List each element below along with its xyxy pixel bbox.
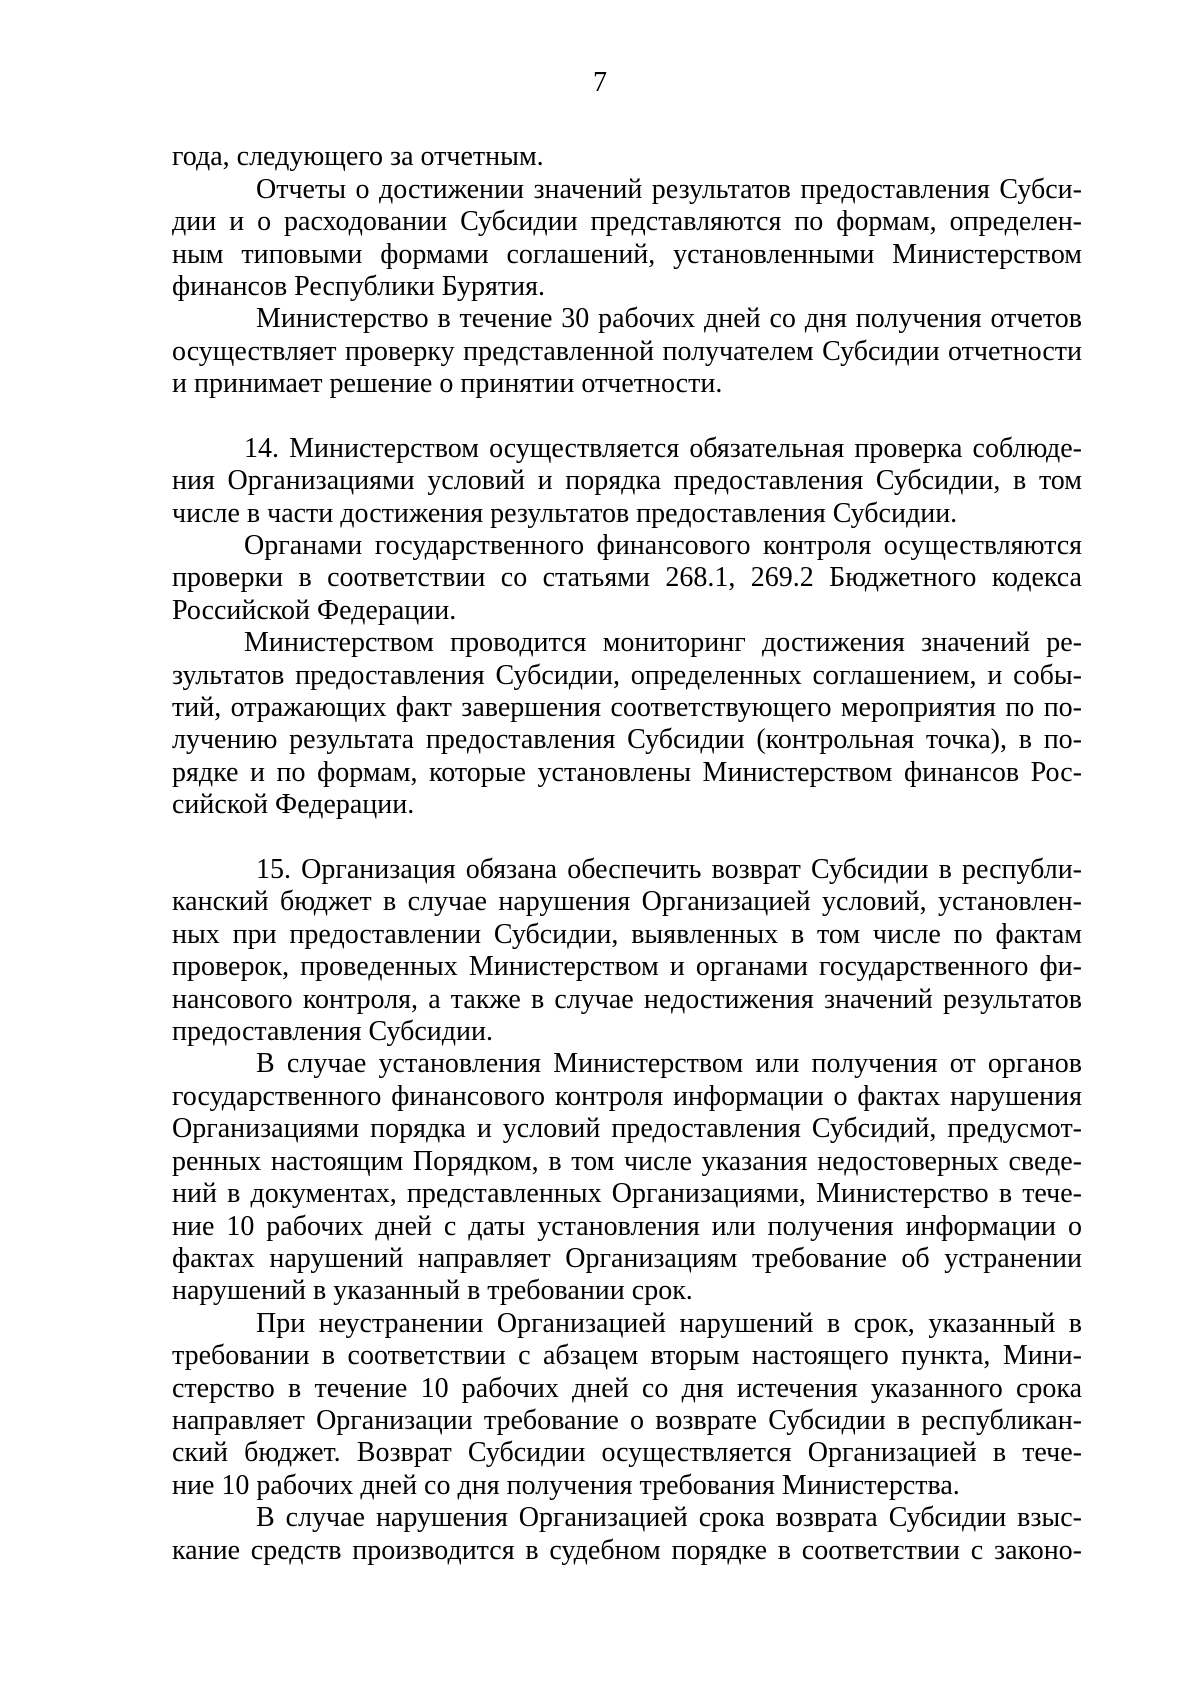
text-line: ние 10 рабочих дней со дня получения требования Министерства. xyxy=(172,1470,960,1501)
text-line: ние 10 рабочих дней с даты установления или получения информации о xyxy=(172,1211,1082,1242)
text-line: В случае установления Министерством или получения от органов xyxy=(256,1048,1082,1079)
text-line: При неустранении Организацией нарушений в срок, указанный в xyxy=(256,1308,1082,1339)
text-line: ренных настоящим Порядком, в том числе указания недостоверных сведе- xyxy=(172,1146,1082,1177)
text-line: зультатов предоставления Субсидии, определенных соглашением, и собы- xyxy=(172,660,1082,691)
text-line: 14. Министерством осуществляется обязательная проверка соблюде- xyxy=(244,433,1082,464)
text-line: года, следующего за отчетным. xyxy=(172,141,544,172)
text-line: нансового контроля, а также в случае недостижения значений результатов xyxy=(172,984,1082,1015)
text-line: ний в документах, представленных Организациями, Министерство в тече- xyxy=(172,1178,1082,1209)
text-line: кание средств производится в судебном порядке в соответствии с законо- xyxy=(172,1535,1082,1566)
page-number: 7 xyxy=(593,67,607,98)
text-line: стерство в течение 10 рабочих дней со дня истечения указанного срока xyxy=(172,1373,1082,1404)
text-line: требовании в соответствии с абзацем вторым настоящего пункта, Мини- xyxy=(172,1340,1082,1371)
text-line: направляет Организации требование о возврате Субсидии в республикан- xyxy=(172,1405,1082,1436)
text-line: тий, отражающих факт завершения соответствующего мероприятия по по- xyxy=(172,692,1082,723)
text-line: фактах нарушений направляет Организациям требование об устранении xyxy=(172,1243,1082,1274)
text-line: проверки в соответствии со статьями 268.1, 269.2 Бюджетного кодекса xyxy=(172,562,1082,593)
text-line: ский бюджет. Возврат Субсидии осуществляется Организацией в тече- xyxy=(172,1437,1082,1468)
text-line: Отчеты о достижении значений результатов предоставления Субси- xyxy=(256,174,1082,205)
text-line: сийской Федерации. xyxy=(172,789,415,820)
text-line: лучению результата предоставления Субсидии (контрольная точка), в по- xyxy=(172,724,1082,755)
text-line: и принимает решение о принятии отчетности. xyxy=(172,368,723,399)
text-line: государственного финансового контроля информации о фактах нарушения xyxy=(172,1081,1082,1112)
text-line: проверок, проведенных Министерством и органами государственного фи- xyxy=(172,951,1082,982)
text-line: ных при предоставлении Субсидии, выявленных в том числе по фактам xyxy=(172,919,1082,950)
text-line: Министерством проводится мониторинг достижения значений ре- xyxy=(244,627,1082,658)
text-line: Организациями порядка и условий предоставления Субсидий, предусмот- xyxy=(172,1113,1082,1144)
text-line: Органами государственного финансового контроля осуществляются xyxy=(244,530,1082,561)
text-line: канский бюджет в случае нарушения Организацией условий, установлен- xyxy=(172,886,1082,917)
text-line: В случае нарушения Организацией срока возврата Субсидии взыс- xyxy=(256,1502,1082,1533)
text-line: финансов Республики Бурятия. xyxy=(172,271,545,302)
text-line: нарушений в указанный в требовании срок. xyxy=(172,1275,693,1306)
text-line: рядке и по формам, которые установлены Министерством финансов Рос- xyxy=(172,757,1082,788)
text-line: осуществляет проверку представленной получателем Субсидии отчетности xyxy=(172,336,1082,367)
text-line: Министерство в течение 30 рабочих дней со дня получения отчетов xyxy=(256,303,1082,334)
text-line: дии и о расходовании Субсидии представляются по формам, определен- xyxy=(172,206,1082,237)
text-line: Российской Федерации. xyxy=(172,595,457,626)
text-line: предоставления Субсидии. xyxy=(172,1016,494,1047)
text-line: ным типовыми формами соглашений, установленными Министерством xyxy=(172,239,1082,270)
text-line: 15. Организация обязана обеспечить возврат Субсидии в республи- xyxy=(256,854,1082,885)
text-line: числе в части достижения результатов предоставления Субсидии. xyxy=(172,498,958,529)
text-line: ния Организациями условий и порядка предоставления Субсидии, в том xyxy=(172,465,1082,496)
